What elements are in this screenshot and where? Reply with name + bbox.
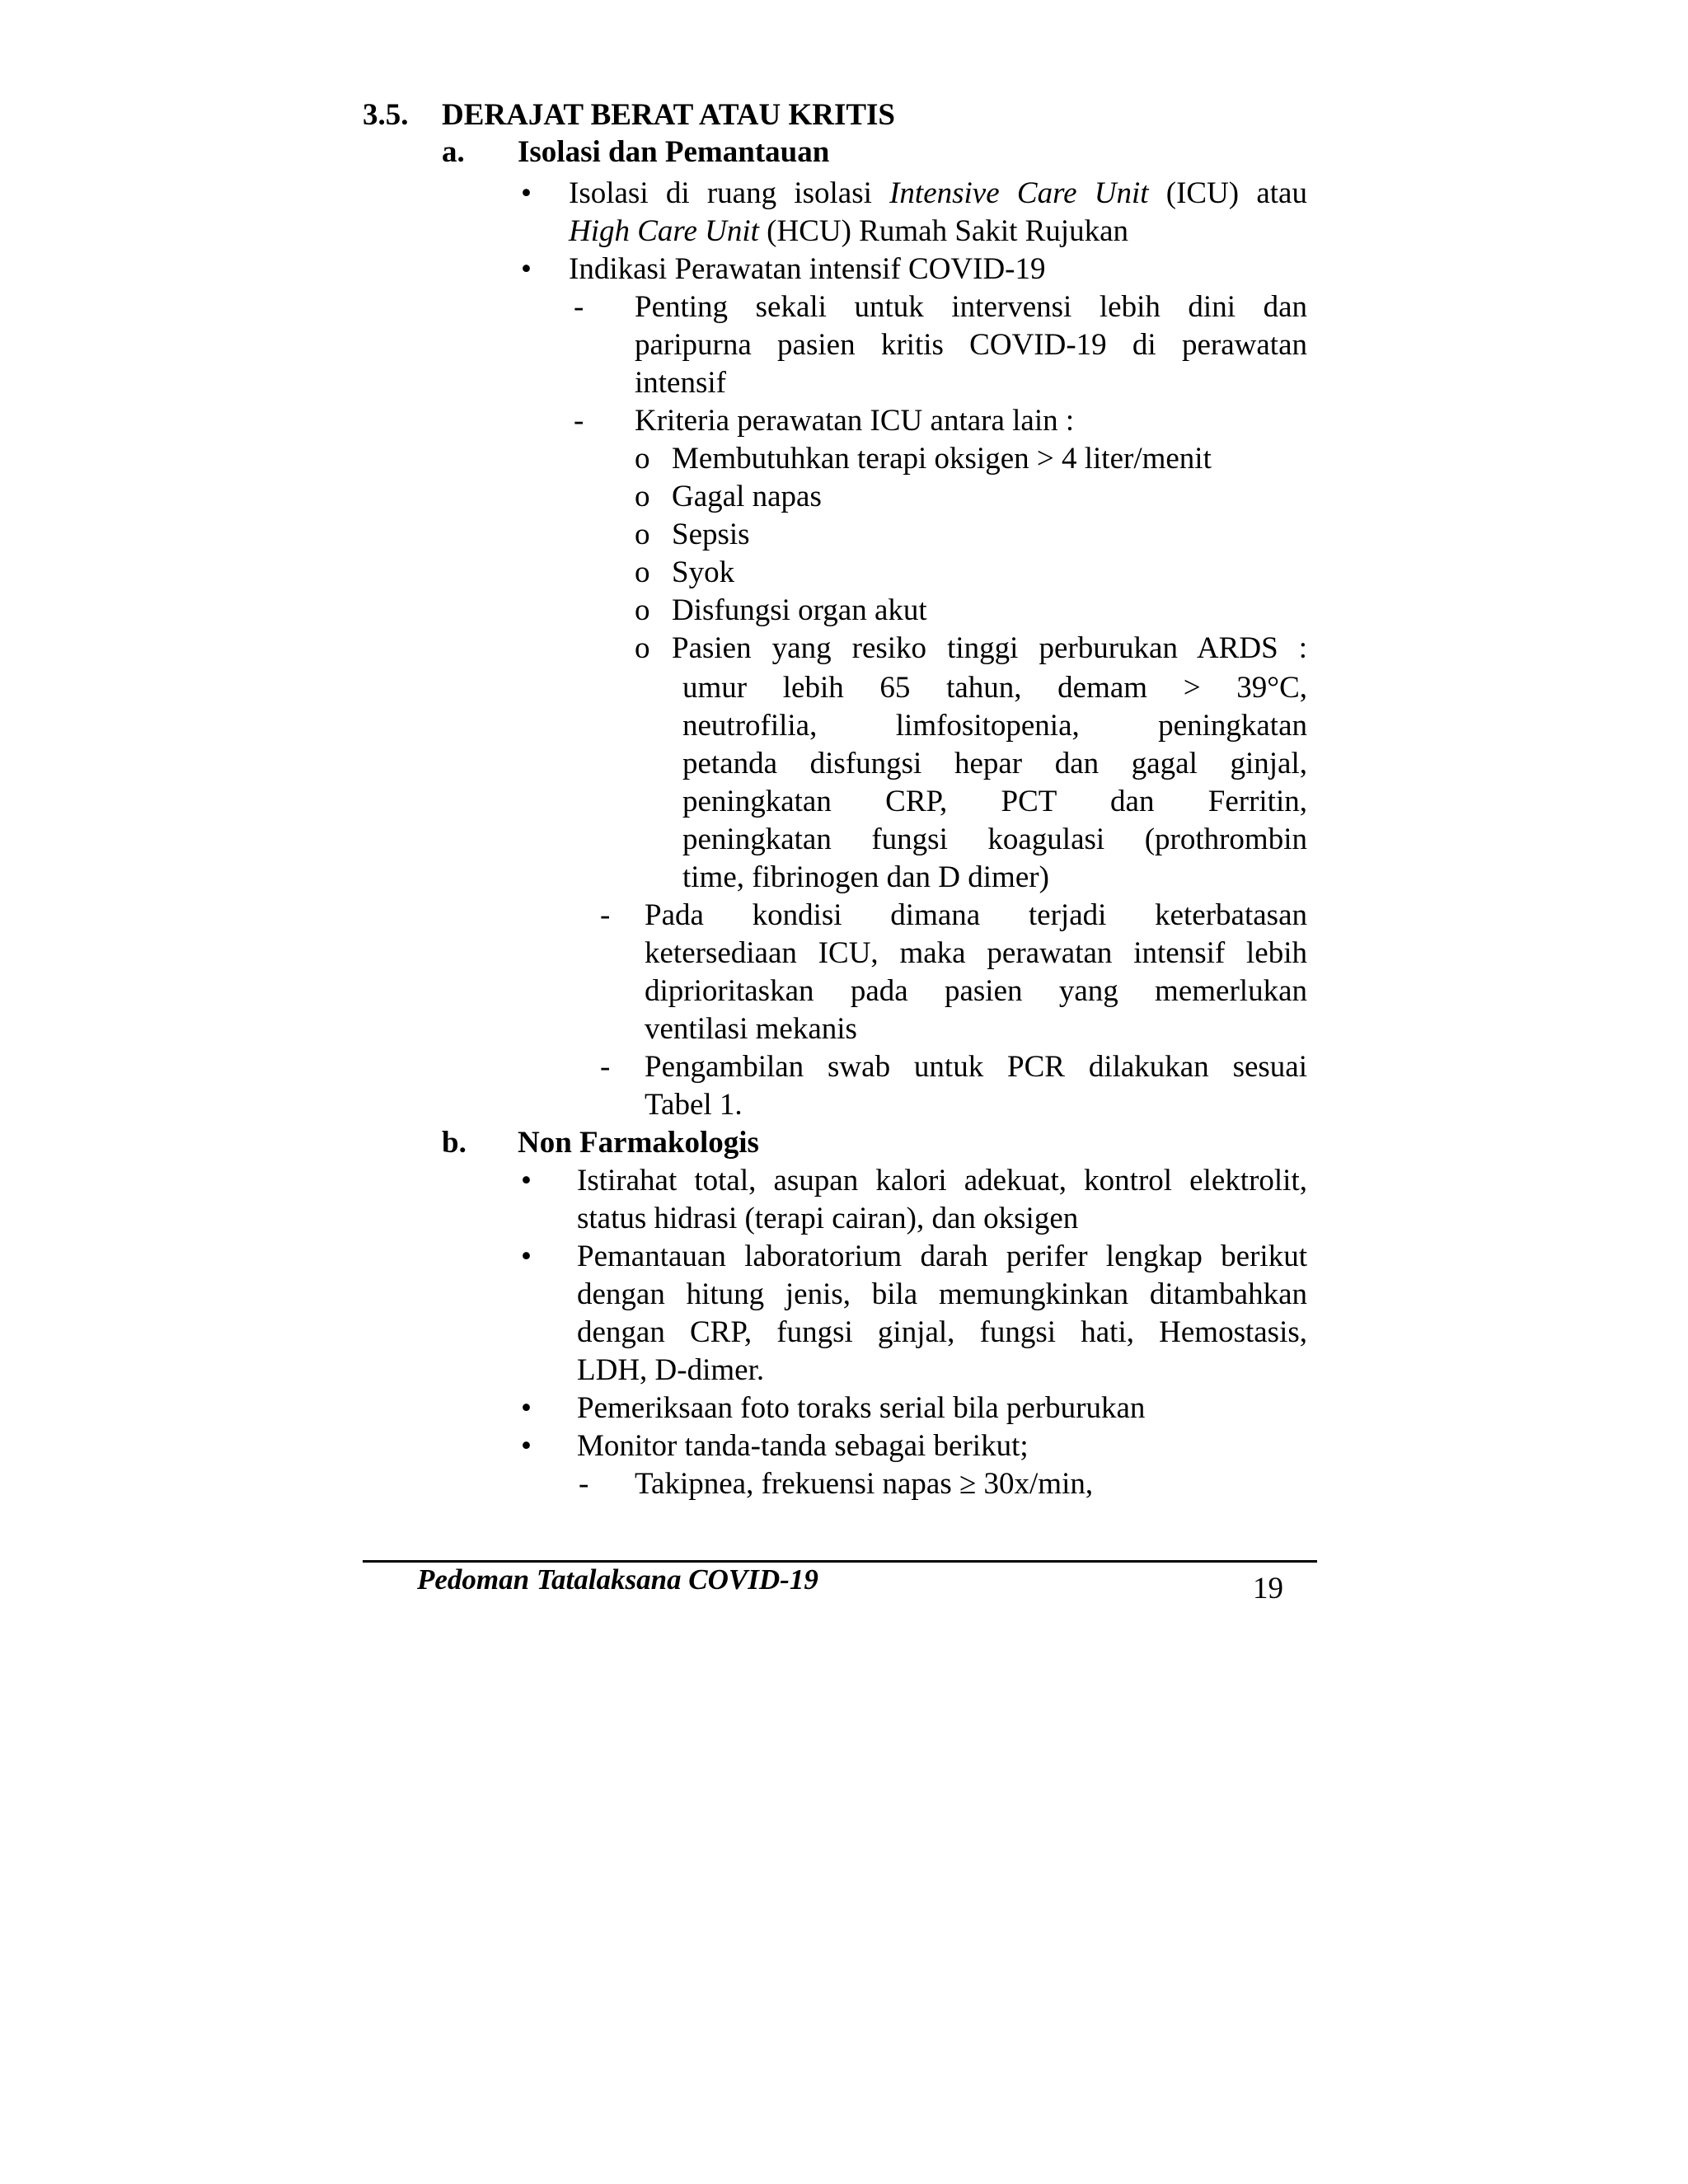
section-number: 3.5. [363,98,409,132]
circle-icon: o [635,518,650,551]
early-intervention-line-1: Penting sekali untuk intervensi lebih dini dan [635,290,1307,324]
criteria-item: Membutuhkan terapi oksigen > 4 liter/menit [672,442,1212,476]
dash-icon: - [579,1467,589,1501]
subsection-b-title: Non Farmakologis [518,1126,759,1160]
criteria-item: Sepsis [672,518,750,551]
monitor-line: Monitor tanda-tanda sebagai berikut; [577,1429,1029,1463]
subsection-b-letter: b. [442,1126,467,1160]
tachypnea-line: Takipnea, frekuensi napas ≥ 30x/min, [635,1467,1094,1501]
circle-icon: o [635,480,650,513]
swab-line-2: Tabel 1. [645,1088,743,1122]
ards-line: petanda disfungsi hepar dan gagal ginjal, [682,747,1307,780]
isolation-line-2: High Care Unit (HCU) Rumah Sakit Rujukan [569,214,1129,248]
dash-icon: - [574,290,584,324]
dash-icon: - [574,404,584,438]
criteria-item: Disfungsi organ akut [672,593,927,627]
icu-criteria-heading: Kriteria perawatan ICU antara lain : [635,404,1075,438]
icu-priority-line-2: ketersediaan ICU, maka perawatan intensif lebih [645,936,1307,970]
rest-line-2: status hidrasi (terapi cairan), dan oksigen [577,1202,1079,1235]
ards-line: neutrofilia, limfositopenia, peningkatan [682,709,1307,743]
bullet-icon: • [521,1391,532,1425]
bullet-icon: • [521,252,532,286]
ards-line: peningkatan CRP, PCT dan Ferritin, [682,785,1307,818]
ards-line: peningkatan fungsi koagulasi (prothrombin [682,823,1307,856]
lab-line-2: dengan hitung jenis, bila memungkinkan ditambahkan [577,1277,1307,1311]
page-number: 19 [1253,1572,1283,1605]
lab-line-3: dengan CRP, fungsi ginjal, fungsi hati, Hemostasis, [577,1315,1307,1349]
circle-icon: o [635,442,650,476]
icu-priority-line-1: Pada kondisi dimana terjadi keterbatasan [645,898,1307,932]
ards-line: umur lebih 65 tahun, demam > 39°C, [682,671,1307,705]
section-title: DERAJAT BERAT ATAU KRITIS [442,98,895,132]
bullet-icon: • [521,1429,532,1463]
ards-line: time, fibrinogen dan D dimer) [682,860,1049,894]
criteria-item: Gagal napas [672,480,822,513]
bullet-icon: • [521,1164,532,1197]
subsection-a-letter: a. [442,135,465,169]
circle-icon: o [635,631,650,665]
bullet-icon: • [521,1240,532,1273]
footer-title: Pedoman Tatalaksana COVID-19 [417,1563,818,1596]
lab-line-4: LDH, D-dimer. [577,1353,765,1387]
swab-line-1: Pengambilan swab untuk PCR dilakukan sesuai [645,1050,1307,1084]
bullet-icon: • [521,176,532,210]
isolation-line-1: Isolasi di ruang isolasi Intensive Care Unit (ICU) atau [569,176,1307,210]
circle-icon: o [635,555,650,589]
icu-priority-line-4: ventilasi mekanis [645,1012,857,1046]
criteria-item: Syok [672,555,735,589]
icu-priority-line-3: diprioritaskan pada pasien yang memerlukan [645,974,1307,1008]
dash-icon: - [600,1050,611,1084]
criteria-item: Pasien yang resiko tinggi perburukan ARDS : [672,631,1307,665]
rest-line-1: Istirahat total, asupan kalori adekuat, kontrol elektrolit, [577,1164,1307,1197]
lab-line-1: Pemantauan laboratorium darah perifer lengkap berikut [577,1240,1307,1273]
early-intervention-line-3: intensif [635,366,726,400]
xray-line: Pemeriksaan foto toraks serial bila perburukan [577,1391,1146,1425]
icu-indication-heading: Indikasi Perawatan intensif COVID-19 [569,252,1046,286]
circle-icon: o [635,593,650,627]
subsection-a-title: Isolasi dan Pemantauan [518,135,830,169]
dash-icon: - [600,898,611,932]
early-intervention-line-2: paripurna pasien kritis COVID-19 di perawatan [635,328,1307,362]
